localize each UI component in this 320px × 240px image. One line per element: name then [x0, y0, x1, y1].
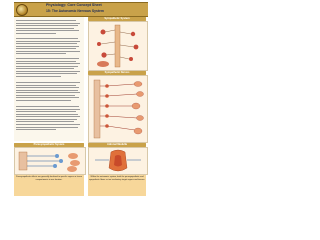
adrenal-medulla-label: Adrenal Medulla	[88, 143, 146, 147]
page-header	[14, 2, 148, 17]
parasympathetic-system-figure	[14, 147, 86, 175]
page-subtitle: 15: The Autonomic Nervous System	[46, 8, 104, 13]
spine-diagram-icon	[89, 22, 147, 70]
sympathetic-nerves-figure	[88, 75, 148, 143]
page-title: Physiology: Core Concept Sheet	[46, 3, 102, 7]
parasympathetic-note-text: Parasympathetic effects are generally localised to specific organs or tissue compartments in one location.	[16, 176, 82, 181]
parasympathetic-note-box	[14, 175, 84, 196]
autonomic-note-box	[88, 175, 146, 196]
sympathetic-nerves-label: Sympathetic Nerves	[88, 71, 146, 75]
adrenal-gland-icon	[89, 148, 147, 174]
body-text-block-4	[16, 82, 82, 103]
document-page	[0, 0, 149, 198]
seal-logo-icon	[16, 4, 28, 16]
sympathetic-system-figure	[88, 21, 148, 71]
adrenal-medulla-figure	[88, 147, 148, 175]
body-text-block-5	[16, 106, 82, 132]
parasympathetic-system-label: Parasympathetic System	[14, 143, 84, 147]
parasympathetic-pathway-icon	[15, 148, 85, 174]
nerve-chain-diagram-icon	[89, 76, 147, 142]
body-text-block-2	[16, 38, 82, 56]
sympathetic-system-label: Sympathetic System	[88, 17, 146, 21]
body-text-block-3	[16, 58, 82, 79]
autonomic-note-text: Within the autonomic system, both the parasympathetic and sympathetic fibres act on involuntary target organs and tissues.	[89, 176, 145, 181]
body-text-block-1	[16, 20, 82, 35]
